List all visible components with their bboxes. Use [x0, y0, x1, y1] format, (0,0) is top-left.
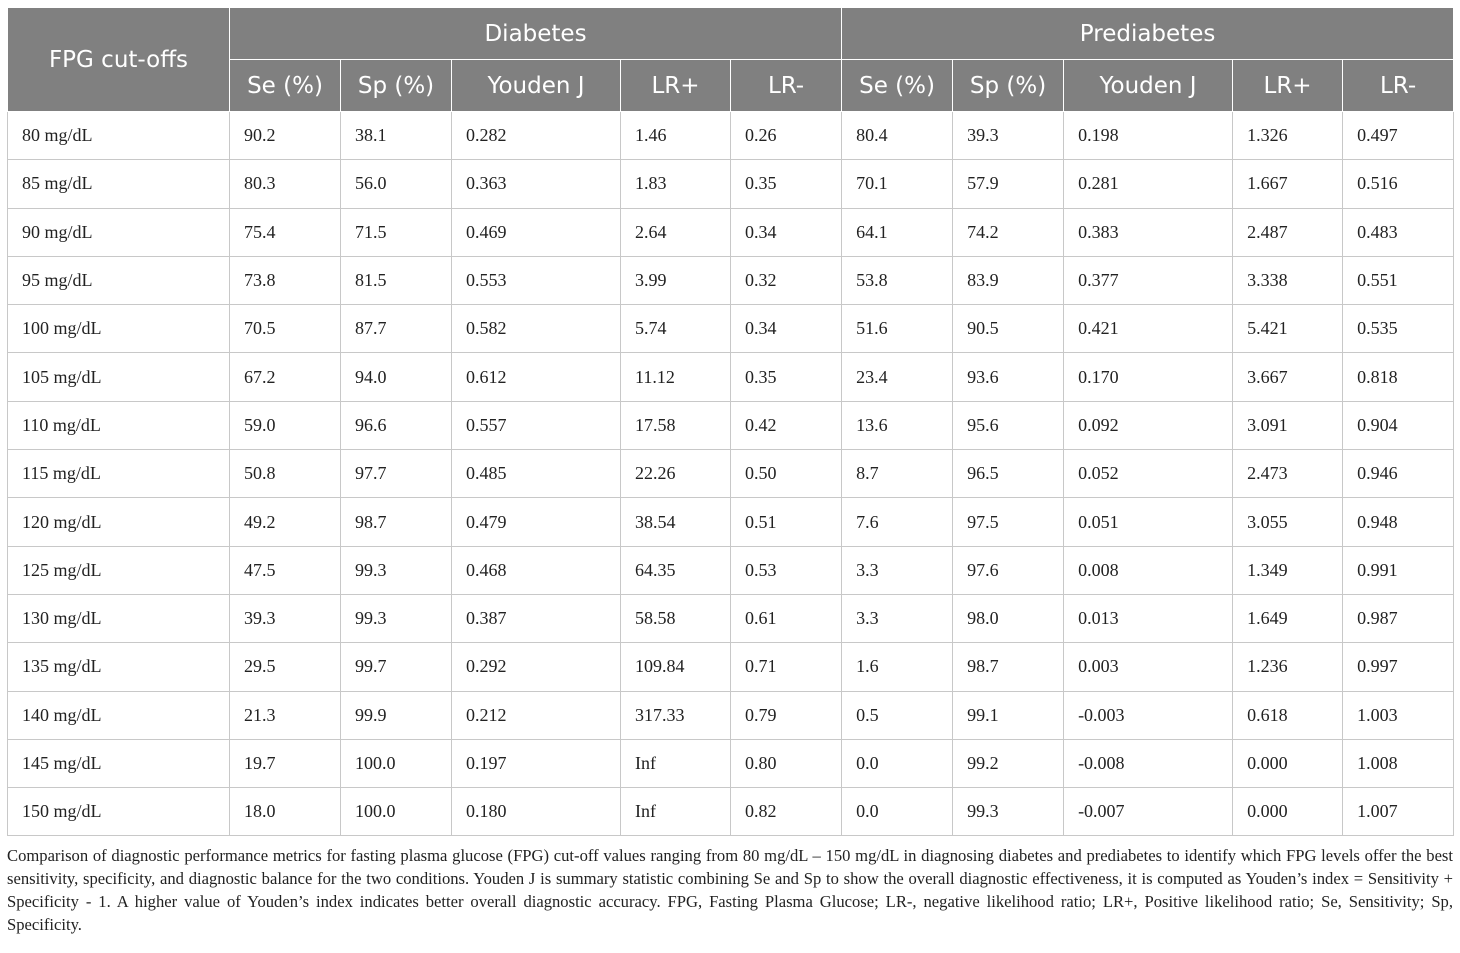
column-header: Youden J [1064, 60, 1233, 112]
value-cell: 100.0 [341, 739, 452, 787]
value-cell: 97.6 [953, 546, 1064, 594]
table-row [8, 305, 1454, 353]
cutoff-cell: 90 mg/dL [8, 208, 230, 256]
value-cell: 97.7 [341, 450, 452, 498]
column-header: LR- [1343, 60, 1454, 112]
value-cell: 99.3 [341, 594, 452, 642]
cutoff-cell: 145 mg/dL [8, 739, 230, 787]
table-row [8, 788, 1454, 836]
value-cell: 0.0 [842, 788, 953, 836]
value-cell: 3.091 [1233, 401, 1343, 449]
value-cell: 99.3 [341, 546, 452, 594]
value-cell: 0.485 [452, 450, 621, 498]
value-cell: 99.7 [341, 643, 452, 691]
value-cell: 22.26 [621, 450, 731, 498]
value-cell: 5.74 [621, 305, 731, 353]
value-cell: 0.170 [1064, 353, 1233, 401]
column-header: Se (%) [230, 60, 341, 112]
cutoff-cell: 105 mg/dL [8, 353, 230, 401]
value-cell: 0.79 [731, 691, 842, 739]
value-cell: 0.180 [452, 788, 621, 836]
value-cell: 2.487 [1233, 208, 1343, 256]
value-cell: 13.6 [842, 401, 953, 449]
value-cell: 0.008 [1064, 546, 1233, 594]
value-cell: 93.6 [953, 353, 1064, 401]
value-cell: 0.003 [1064, 643, 1233, 691]
value-cell: 57.9 [953, 160, 1064, 208]
value-cell: 0.35 [731, 353, 842, 401]
table-figure [7, 7, 1453, 953]
column-header: LR+ [621, 60, 731, 112]
value-cell: 1.83 [621, 160, 731, 208]
value-cell: 0.013 [1064, 594, 1233, 642]
value-cell: 98.7 [341, 498, 452, 546]
group-header-prediabetes: Prediabetes [842, 8, 1454, 60]
value-cell: 0.497 [1343, 112, 1454, 160]
value-cell: 0.71 [731, 643, 842, 691]
value-cell: 7.6 [842, 498, 953, 546]
value-cell: 0.946 [1343, 450, 1454, 498]
value-cell: 38.54 [621, 498, 731, 546]
cutoff-cell: 110 mg/dL [8, 401, 230, 449]
value-cell: 3.99 [621, 256, 731, 304]
value-cell: 96.5 [953, 450, 1064, 498]
value-cell: 64.1 [842, 208, 953, 256]
value-cell: 58.58 [621, 594, 731, 642]
value-cell: 0.000 [1233, 788, 1343, 836]
value-cell: 95.6 [953, 401, 1064, 449]
value-cell: 50.8 [230, 450, 341, 498]
value-cell: 94.0 [341, 353, 452, 401]
value-cell: 0.42 [731, 401, 842, 449]
value-cell: 98.7 [953, 643, 1064, 691]
value-cell: 0.535 [1343, 305, 1454, 353]
value-cell: 19.7 [230, 739, 341, 787]
value-cell: 0.34 [731, 305, 842, 353]
value-cell: 97.5 [953, 498, 1064, 546]
column-header: Se (%) [842, 60, 953, 112]
table-row [8, 353, 1454, 401]
value-cell: 0.948 [1343, 498, 1454, 546]
value-cell: -0.008 [1064, 739, 1233, 787]
table-row [8, 256, 1454, 304]
table-row [8, 643, 1454, 691]
value-cell: 0.557 [452, 401, 621, 449]
value-cell: 0.281 [1064, 160, 1233, 208]
value-cell: 39.3 [230, 594, 341, 642]
cutoff-cell: 120 mg/dL [8, 498, 230, 546]
value-cell: 11.12 [621, 353, 731, 401]
table-row [8, 112, 1454, 160]
value-cell: 0.80 [731, 739, 842, 787]
value-cell: 0.469 [452, 208, 621, 256]
value-cell: 0.363 [452, 160, 621, 208]
value-cell: 99.2 [953, 739, 1064, 787]
value-cell: 56.0 [341, 160, 452, 208]
value-cell: 0.5 [842, 691, 953, 739]
value-cell: 83.9 [953, 256, 1064, 304]
cutoff-cell: 140 mg/dL [8, 691, 230, 739]
value-cell: 0.479 [452, 498, 621, 546]
value-cell: -0.007 [1064, 788, 1233, 836]
value-cell: 81.5 [341, 256, 452, 304]
value-cell: 0.000 [1233, 739, 1343, 787]
value-cell: 0.987 [1343, 594, 1454, 642]
value-cell: 1.667 [1233, 160, 1343, 208]
column-header: Sp (%) [953, 60, 1064, 112]
value-cell: 0.483 [1343, 208, 1454, 256]
cutoff-cell: 100 mg/dL [8, 305, 230, 353]
value-cell: 47.5 [230, 546, 341, 594]
value-cell: 0.198 [1064, 112, 1233, 160]
value-cell: 3.055 [1233, 498, 1343, 546]
value-cell: 0.421 [1064, 305, 1233, 353]
value-cell: 74.2 [953, 208, 1064, 256]
value-cell: 0.383 [1064, 208, 1233, 256]
table-row [8, 498, 1454, 546]
value-cell: 0.377 [1064, 256, 1233, 304]
value-cell: 0.35 [731, 160, 842, 208]
value-cell: 0.53 [731, 546, 842, 594]
value-cell: Inf [621, 788, 731, 836]
value-cell: 0.282 [452, 112, 621, 160]
column-header: LR- [731, 60, 842, 112]
cutoff-cell: 80 mg/dL [8, 112, 230, 160]
value-cell: 39.3 [953, 112, 1064, 160]
value-cell: 0.212 [452, 691, 621, 739]
value-cell: 1.007 [1343, 788, 1454, 836]
value-cell: 0.0 [842, 739, 953, 787]
value-cell: 90.5 [953, 305, 1064, 353]
value-cell: 3.667 [1233, 353, 1343, 401]
value-cell: 0.991 [1343, 546, 1454, 594]
value-cell: 90.2 [230, 112, 341, 160]
value-cell: 0.618 [1233, 691, 1343, 739]
value-cell: 73.8 [230, 256, 341, 304]
value-cell: 96.6 [341, 401, 452, 449]
value-cell: 38.1 [341, 112, 452, 160]
value-cell: 0.82 [731, 788, 842, 836]
value-cell: 2.473 [1233, 450, 1343, 498]
value-cell: 98.0 [953, 594, 1064, 642]
header-row-groups [8, 8, 1454, 60]
value-cell: 2.64 [621, 208, 731, 256]
value-cell: 1.6 [842, 643, 953, 691]
cutoff-cell: 130 mg/dL [8, 594, 230, 642]
value-cell: 3.338 [1233, 256, 1343, 304]
value-cell: 1.003 [1343, 691, 1454, 739]
cutoff-cell: 95 mg/dL [8, 256, 230, 304]
cutoff-cell: 85 mg/dL [8, 160, 230, 208]
value-cell: 0.092 [1064, 401, 1233, 449]
value-cell: 0.553 [452, 256, 621, 304]
value-cell: 80.4 [842, 112, 953, 160]
value-cell: 80.3 [230, 160, 341, 208]
value-cell: 70.1 [842, 160, 953, 208]
value-cell: 1.008 [1343, 739, 1454, 787]
value-cell: 0.34 [731, 208, 842, 256]
table-row [8, 401, 1454, 449]
value-cell: 109.84 [621, 643, 731, 691]
corner-header: FPG cut-offs [8, 8, 230, 112]
value-cell: 317.33 [621, 691, 731, 739]
value-cell: 0.387 [452, 594, 621, 642]
value-cell: 0.50 [731, 450, 842, 498]
value-cell: 3.3 [842, 594, 953, 642]
value-cell: 75.4 [230, 208, 341, 256]
column-header: Youden J [452, 60, 621, 112]
value-cell: 71.5 [341, 208, 452, 256]
value-cell: 18.0 [230, 788, 341, 836]
value-cell: 49.2 [230, 498, 341, 546]
value-cell: 0.51 [731, 498, 842, 546]
column-header: LR+ [1233, 60, 1343, 112]
value-cell: 70.5 [230, 305, 341, 353]
value-cell: 64.35 [621, 546, 731, 594]
value-cell: 0.051 [1064, 498, 1233, 546]
value-cell: 8.7 [842, 450, 953, 498]
table-header [8, 8, 1454, 112]
group-header-diabetes: Diabetes [230, 8, 842, 60]
value-cell: 0.612 [452, 353, 621, 401]
value-cell: 99.3 [953, 788, 1064, 836]
value-cell: 1.46 [621, 112, 731, 160]
value-cell: 21.3 [230, 691, 341, 739]
value-cell: 0.052 [1064, 450, 1233, 498]
value-cell: 0.551 [1343, 256, 1454, 304]
table-caption: Comparison of diagnostic performance metrics for fasting plasma glucose (FPG) cut-off values ranging from 80 mg/dL – 150 mg/dL in diagnosing diabetes and prediabetes to identify which FPG levels offer the best sensitivity, specificity, and diagnostic balance for the two conditions. Youden J is summary statistic combining Se and Sp to show the overall diagnostic effectiveness, it is computed as Youden’s index = Sensitivity + Specificity - 1. A higher value of Youden’s index indicates better overall diagnostic accuracy. FPG, Fasting Plasma Glucose; LR-, negative likelihood ratio; LR+, Positive likelihood ratio; Se, Sensitivity; Sp, Specificity. [7, 846, 1453, 935]
cutoff-cell: 125 mg/dL [8, 546, 230, 594]
table-row [8, 546, 1454, 594]
table-row [8, 160, 1454, 208]
value-cell: 59.0 [230, 401, 341, 449]
value-cell: -0.003 [1064, 691, 1233, 739]
value-cell: 51.6 [842, 305, 953, 353]
table-body [8, 112, 1454, 836]
value-cell: 23.4 [842, 353, 953, 401]
value-cell: 53.8 [842, 256, 953, 304]
column-header: Sp (%) [341, 60, 452, 112]
value-cell: 0.904 [1343, 401, 1454, 449]
value-cell: 87.7 [341, 305, 452, 353]
table-row [8, 450, 1454, 498]
table-row [8, 594, 1454, 642]
value-cell: 1.649 [1233, 594, 1343, 642]
value-cell: 5.421 [1233, 305, 1343, 353]
value-cell: 1.349 [1233, 546, 1343, 594]
cutoff-cell: 135 mg/dL [8, 643, 230, 691]
table-row [8, 208, 1454, 256]
value-cell: 0.197 [452, 739, 621, 787]
value-cell: 99.1 [953, 691, 1064, 739]
value-cell: 0.582 [452, 305, 621, 353]
value-cell: 100.0 [341, 788, 452, 836]
cutoff-cell: 150 mg/dL [8, 788, 230, 836]
value-cell: 1.326 [1233, 112, 1343, 160]
value-cell: 0.26 [731, 112, 842, 160]
value-cell: 0.61 [731, 594, 842, 642]
value-cell: 99.9 [341, 691, 452, 739]
value-cell: 29.5 [230, 643, 341, 691]
value-cell: 1.236 [1233, 643, 1343, 691]
value-cell: 67.2 [230, 353, 341, 401]
value-cell: 0.32 [731, 256, 842, 304]
value-cell: 0.818 [1343, 353, 1454, 401]
value-cell: 0.516 [1343, 160, 1454, 208]
table-row [8, 739, 1454, 787]
value-cell: 17.58 [621, 401, 731, 449]
value-cell: Inf [621, 739, 731, 787]
value-cell: 0.997 [1343, 643, 1454, 691]
value-cell: 3.3 [842, 546, 953, 594]
fpg-cutoff-table [7, 7, 1454, 836]
value-cell: 0.292 [452, 643, 621, 691]
table-row [8, 691, 1454, 739]
value-cell: 0.468 [452, 546, 621, 594]
cutoff-cell: 115 mg/dL [8, 450, 230, 498]
